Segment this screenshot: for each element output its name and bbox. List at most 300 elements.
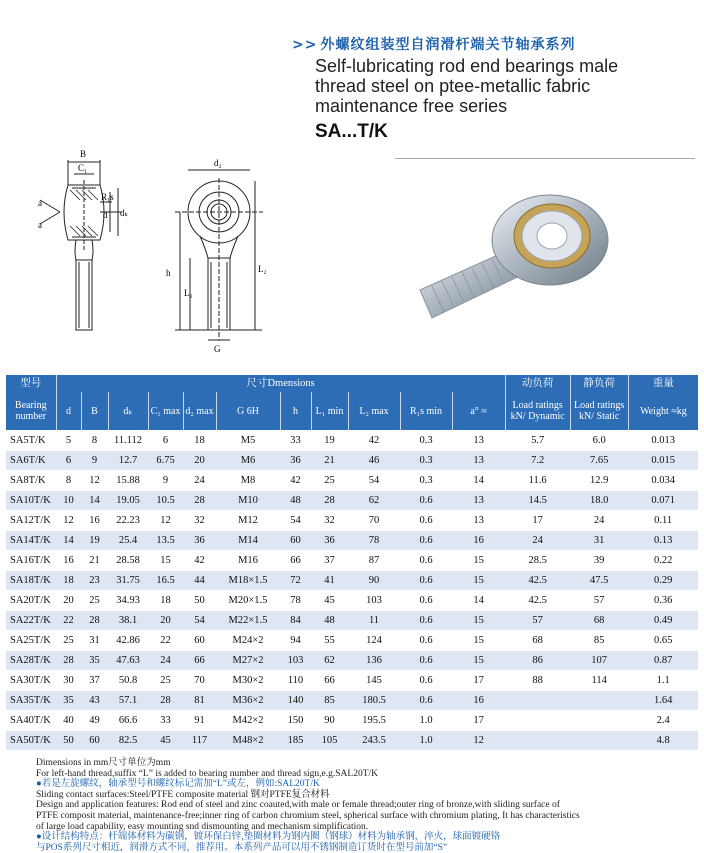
table-cell: 37 bbox=[311, 551, 348, 571]
column-header: Load ratings kN/ Dynamic bbox=[505, 392, 570, 431]
label-d: d bbox=[103, 210, 108, 220]
table-row bbox=[6, 431, 698, 451]
column-header: d bbox=[56, 392, 81, 431]
label-dk: dₖ bbox=[120, 208, 129, 218]
column-header: a° ≈ bbox=[452, 392, 505, 431]
table-cell: 42.86 bbox=[108, 631, 148, 651]
table-cell: 62 bbox=[348, 491, 400, 511]
table-cell: 12.9 bbox=[570, 471, 628, 491]
table-cell: 4.8 bbox=[628, 731, 698, 751]
table-cell: 17 bbox=[505, 511, 570, 531]
table-cell: 60 bbox=[280, 531, 311, 551]
table-row bbox=[6, 531, 698, 551]
table-cell: 140 bbox=[280, 691, 311, 711]
table-cell: 5.7 bbox=[505, 431, 570, 451]
table-cell: 12 bbox=[452, 731, 505, 751]
double-arrow-icon: >> bbox=[292, 37, 318, 53]
table-cell: 87 bbox=[348, 551, 400, 571]
table-row bbox=[6, 631, 698, 651]
table-cell: 0.22 bbox=[628, 551, 698, 571]
table-row bbox=[6, 611, 698, 631]
table-cell: 20 bbox=[183, 451, 216, 471]
table-cell: 0.034 bbox=[628, 471, 698, 491]
table-cell: 145 bbox=[348, 671, 400, 691]
table-cell: 15 bbox=[452, 631, 505, 651]
label-h: h bbox=[166, 268, 171, 278]
table-cell: 0.6 bbox=[400, 671, 452, 691]
table-cell: 39 bbox=[570, 551, 628, 571]
bearing-number-cell: SA5T/K bbox=[6, 431, 56, 451]
table-cell: 0.29 bbox=[628, 571, 698, 591]
front-view-drawing bbox=[175, 170, 263, 340]
bearing-number-cell: SA20T/K bbox=[6, 591, 56, 611]
table-cell bbox=[505, 711, 570, 731]
table-cell: 25.4 bbox=[108, 531, 148, 551]
table-cell: 66 bbox=[280, 551, 311, 571]
table-cell: 50.8 bbox=[108, 671, 148, 691]
column-header: Load ratings kN/ Static bbox=[570, 392, 628, 431]
note-design-cn: ●设计结构特点：杆端体材料为碳钢，镀环保白锌,垫圈材料为钢内圈（钢球）材料为轴承钢，淬火，球面镀硬铬 bbox=[36, 832, 501, 843]
table-cell: 0.6 bbox=[400, 491, 452, 511]
table-cell: 12 bbox=[81, 471, 108, 491]
column-header: L₂ max bbox=[348, 392, 400, 431]
table-cell: 24 bbox=[570, 511, 628, 531]
table-cell: 31 bbox=[570, 531, 628, 551]
table-cell: M22×1.5 bbox=[216, 611, 280, 631]
table-cell: 33 bbox=[280, 431, 311, 451]
table-cell bbox=[570, 691, 628, 711]
table-cell: 13 bbox=[452, 511, 505, 531]
table-cell bbox=[505, 691, 570, 711]
table-cell: 90 bbox=[311, 711, 348, 731]
header-model: 型号 bbox=[6, 375, 56, 392]
label-C1: C₁ bbox=[78, 163, 88, 173]
table-cell: 8 bbox=[56, 471, 81, 491]
table-cell: 36 bbox=[311, 531, 348, 551]
table-cell: 7.2 bbox=[505, 451, 570, 471]
notes bbox=[36, 758, 676, 853]
bearing-number-cell: SA8T/K bbox=[6, 471, 56, 491]
table-cell: 25 bbox=[148, 671, 183, 691]
table-cell: 0.015 bbox=[628, 451, 698, 471]
table-cell: 18 bbox=[148, 591, 183, 611]
label-d2: d₂ bbox=[214, 158, 222, 168]
table-cell: 35 bbox=[56, 691, 81, 711]
table-cell: 0.3 bbox=[400, 451, 452, 471]
table-cell: 110 bbox=[280, 671, 311, 691]
column-header-row bbox=[6, 392, 698, 431]
table-cell: 0.3 bbox=[400, 471, 452, 491]
table-cell: 0.6 bbox=[400, 691, 452, 711]
table-cell: 84 bbox=[280, 611, 311, 631]
table-cell: 44 bbox=[183, 571, 216, 591]
table-cell: 0.6 bbox=[400, 631, 452, 651]
bearing-number-cell: SA28T/K bbox=[6, 651, 56, 671]
table-cell: 11 bbox=[348, 611, 400, 631]
table-cell: 20 bbox=[148, 611, 183, 631]
table-cell: 23 bbox=[81, 571, 108, 591]
table-cell: 0.49 bbox=[628, 611, 698, 631]
table-cell: 18 bbox=[183, 431, 216, 451]
label-B: B bbox=[80, 149, 87, 159]
column-header: B bbox=[81, 392, 108, 431]
table-cell: 24 bbox=[148, 651, 183, 671]
bearing-number-cell: SA40T/K bbox=[6, 711, 56, 731]
table-cell: 82.5 bbox=[108, 731, 148, 751]
table-cell: 6 bbox=[56, 451, 81, 471]
table-cell: 54 bbox=[183, 611, 216, 631]
table-row bbox=[6, 731, 698, 751]
table-cell: 243.5 bbox=[348, 731, 400, 751]
table-cell: M36×2 bbox=[216, 691, 280, 711]
table-cell: 24 bbox=[183, 471, 216, 491]
table-cell: M14 bbox=[216, 531, 280, 551]
table-cell: 14 bbox=[81, 491, 108, 511]
specification-table bbox=[6, 375, 698, 750]
header-weight: 重量 bbox=[628, 375, 698, 392]
table-cell: 14 bbox=[452, 471, 505, 491]
table-cell: 68 bbox=[505, 631, 570, 651]
table-cell: 54 bbox=[280, 511, 311, 531]
label-G: G bbox=[214, 344, 221, 354]
table-cell: 15 bbox=[148, 551, 183, 571]
table-cell: 28 bbox=[183, 491, 216, 511]
table-cell: 70 bbox=[348, 511, 400, 531]
note-pos-series-cn: 与POS系列尺寸相近，润滑方式不同，推荐用。本系列产品可以用不锈钢制造订货时在型号前加“S” bbox=[36, 842, 448, 853]
table-cell: 0.6 bbox=[400, 551, 452, 571]
table-cell: 11.6 bbox=[505, 471, 570, 491]
table-row bbox=[6, 471, 698, 491]
bearing-number-cell: SA35T/K bbox=[6, 691, 56, 711]
table-cell: 0.11 bbox=[628, 511, 698, 531]
table-cell: M42×2 bbox=[216, 711, 280, 731]
table-cell: 6.0 bbox=[570, 431, 628, 451]
note-units: Dimensions in mm尺寸单位为mm bbox=[36, 758, 171, 768]
table-cell: 28 bbox=[148, 691, 183, 711]
en-title-line-1: Self-lubricating rod end bearings male bbox=[315, 56, 619, 76]
table-cell: 35 bbox=[81, 651, 108, 671]
table-cell: 13.5 bbox=[148, 531, 183, 551]
table-cell: 105 bbox=[311, 731, 348, 751]
table-cell: 78 bbox=[280, 591, 311, 611]
table-cell: 10.5 bbox=[148, 491, 183, 511]
table-cell: 107 bbox=[570, 651, 628, 671]
table-cell: 16 bbox=[452, 531, 505, 551]
bearing-number-cell: SA50T/K bbox=[6, 731, 56, 751]
table-cell: 21 bbox=[81, 551, 108, 571]
table-cell: 103 bbox=[348, 591, 400, 611]
table-row bbox=[6, 511, 698, 531]
table-cell: 16 bbox=[81, 511, 108, 531]
header-static: 静负荷 bbox=[570, 375, 628, 392]
series-code: SA...T/K bbox=[315, 121, 388, 142]
table-cell: 0.6 bbox=[400, 591, 452, 611]
table-cell: 0.6 bbox=[400, 531, 452, 551]
table-cell: 0.6 bbox=[400, 511, 452, 531]
table-cell: 28.58 bbox=[108, 551, 148, 571]
table-cell: 15 bbox=[452, 571, 505, 591]
table-cell: M5 bbox=[216, 431, 280, 451]
table-cell: 0.87 bbox=[628, 651, 698, 671]
column-header: R₁s min bbox=[400, 392, 452, 431]
column-header: G 6H bbox=[216, 392, 280, 431]
table-cell: 150 bbox=[280, 711, 311, 731]
table-cell: 66 bbox=[311, 671, 348, 691]
column-header: C₁ max bbox=[148, 392, 183, 431]
table-cell: 43 bbox=[81, 691, 108, 711]
column-header: h bbox=[280, 392, 311, 431]
table-cell: 1.64 bbox=[628, 691, 698, 711]
table-cell: 45 bbox=[311, 591, 348, 611]
table-cell: 25 bbox=[81, 591, 108, 611]
table-cell: 19 bbox=[311, 431, 348, 451]
table-cell: 81 bbox=[183, 691, 216, 711]
table-cell: 2.4 bbox=[628, 711, 698, 731]
table-row bbox=[6, 651, 698, 671]
table-row bbox=[6, 591, 698, 611]
table-cell: 18.0 bbox=[570, 491, 628, 511]
table-cell: 18 bbox=[56, 571, 81, 591]
header-dimensions: 尺寸Dmensions bbox=[56, 375, 505, 392]
table-cell: 85 bbox=[570, 631, 628, 651]
table-cell: 90 bbox=[348, 571, 400, 591]
column-header: dₖ bbox=[108, 392, 148, 431]
table-cell: 62 bbox=[311, 651, 348, 671]
table-cell: 12 bbox=[148, 511, 183, 531]
column-header: Bearing number bbox=[6, 392, 56, 431]
rod-end-bearing-illustration bbox=[420, 195, 608, 318]
table-cell: M30×2 bbox=[216, 671, 280, 691]
column-header: d₂ max bbox=[183, 392, 216, 431]
table-cell: 7.65 bbox=[570, 451, 628, 471]
table-cell: 42.5 bbox=[505, 591, 570, 611]
bearing-number-cell: SA16T/K bbox=[6, 551, 56, 571]
table-cell: 12 bbox=[56, 511, 81, 531]
bearing-number-cell: SA18T/K bbox=[6, 571, 56, 591]
table-cell: M48×2 bbox=[216, 731, 280, 751]
bearing-number-cell: SA30T/K bbox=[6, 671, 56, 691]
table-cell: 180.5 bbox=[348, 691, 400, 711]
table-cell: 103 bbox=[280, 651, 311, 671]
table-cell: 1.0 bbox=[400, 711, 452, 731]
table-cell: 15.88 bbox=[108, 471, 148, 491]
table-cell: 45 bbox=[148, 731, 183, 751]
table-cell: 57 bbox=[570, 591, 628, 611]
table-cell: 136 bbox=[348, 651, 400, 671]
table-cell: M8 bbox=[216, 471, 280, 491]
table-cell: 12.7 bbox=[108, 451, 148, 471]
table-cell: 15 bbox=[452, 651, 505, 671]
column-header: Weight ≈kg bbox=[628, 392, 698, 431]
table-row bbox=[6, 711, 698, 731]
bearing-number-cell: SA25T/K bbox=[6, 631, 56, 651]
table-cell: 42 bbox=[280, 471, 311, 491]
bearing-number-cell: SA6T/K bbox=[6, 451, 56, 471]
header-dynamic: 动负荷 bbox=[505, 375, 570, 392]
table-cell: 19.05 bbox=[108, 491, 148, 511]
table-cell: 25 bbox=[311, 471, 348, 491]
bearing-number-cell: SA22T/K bbox=[6, 611, 56, 631]
side-view-drawing bbox=[40, 160, 122, 330]
table-cell: 16 bbox=[56, 551, 81, 571]
table-body bbox=[6, 431, 698, 751]
table-row bbox=[6, 551, 698, 571]
table-cell: 16 bbox=[452, 691, 505, 711]
cn-title-text: 外螺纹组装型自润滑杆端关节轴承系列 bbox=[320, 37, 576, 53]
table-cell: 72 bbox=[280, 571, 311, 591]
table-cell: 6.75 bbox=[148, 451, 183, 471]
table-cell: 114 bbox=[570, 671, 628, 691]
table-cell: 91 bbox=[183, 711, 216, 731]
table-cell: 5 bbox=[56, 431, 81, 451]
table-cell: 36 bbox=[183, 531, 216, 551]
table-cell: 14 bbox=[452, 591, 505, 611]
table-cell: 70 bbox=[183, 671, 216, 691]
table-cell: 22 bbox=[56, 611, 81, 631]
table-cell: 28 bbox=[311, 491, 348, 511]
table-cell: 0.6 bbox=[400, 571, 452, 591]
table-cell: 14.5 bbox=[505, 491, 570, 511]
note-design-2: PTFE composit material, maintenance-free;inner ring of carbon chromium steel, spherical surface with chromium plating, It has characteristics bbox=[36, 810, 580, 821]
label-R1s: R₁s bbox=[101, 192, 114, 202]
table-cell: 31.75 bbox=[108, 571, 148, 591]
table-cell: 30 bbox=[56, 671, 81, 691]
table-cell: 1.1 bbox=[628, 671, 698, 691]
label-L2: L₂ bbox=[258, 264, 267, 274]
table-cell: 20 bbox=[56, 591, 81, 611]
table-cell: 8 bbox=[81, 431, 108, 451]
table-cell: M27×2 bbox=[216, 651, 280, 671]
table-cell: 42.5 bbox=[505, 571, 570, 591]
table-cell: 50 bbox=[183, 591, 216, 611]
table-cell: 94 bbox=[280, 631, 311, 651]
table-cell: 34.93 bbox=[108, 591, 148, 611]
en-title-line-3: maintenance free series bbox=[315, 96, 508, 116]
table-cell: 57.1 bbox=[108, 691, 148, 711]
table-cell: 28 bbox=[56, 651, 81, 671]
table-cell: 0.36 bbox=[628, 591, 698, 611]
table-cell: 36 bbox=[280, 451, 311, 471]
table-cell: 6 bbox=[148, 431, 183, 451]
table-cell: 37 bbox=[81, 671, 108, 691]
table-row bbox=[6, 451, 698, 471]
table-cell: 47.5 bbox=[570, 571, 628, 591]
table-cell: 0.13 bbox=[628, 531, 698, 551]
table-cell: 48 bbox=[311, 611, 348, 631]
table-cell: 13 bbox=[452, 431, 505, 451]
table-cell: 66 bbox=[183, 651, 216, 671]
table-cell: M20×1.5 bbox=[216, 591, 280, 611]
table-cell: 117 bbox=[183, 731, 216, 751]
table-cell: 17 bbox=[452, 671, 505, 691]
table-cell: 54 bbox=[348, 471, 400, 491]
table-cell: 10 bbox=[56, 491, 81, 511]
table-cell: 60 bbox=[183, 631, 216, 651]
table-cell: M10 bbox=[216, 491, 280, 511]
table-cell: 88 bbox=[505, 671, 570, 691]
bearing-number-cell: SA14T/K bbox=[6, 531, 56, 551]
table-cell: 47.63 bbox=[108, 651, 148, 671]
table-cell: 19 bbox=[81, 531, 108, 551]
table-cell: 1.0 bbox=[400, 731, 452, 751]
label-L1: L₁ bbox=[184, 288, 193, 298]
table-cell: 195.5 bbox=[348, 711, 400, 731]
table-cell: 33 bbox=[148, 711, 183, 731]
table-cell: 40 bbox=[56, 711, 81, 731]
table-cell: 22 bbox=[148, 631, 183, 651]
table-cell: 22.23 bbox=[108, 511, 148, 531]
table-cell bbox=[505, 731, 570, 751]
table-cell: 9 bbox=[148, 471, 183, 491]
table-cell: 85 bbox=[311, 691, 348, 711]
table-cell: M6 bbox=[216, 451, 280, 471]
table-cell: 55 bbox=[311, 631, 348, 651]
table-cell: 86 bbox=[505, 651, 570, 671]
en-title-line-2: thread steel on ptee-metallic fabric bbox=[315, 76, 591, 96]
table-cell: 0.6 bbox=[400, 611, 452, 631]
table-cell: 124 bbox=[348, 631, 400, 651]
table-cell: 25 bbox=[56, 631, 81, 651]
table-cell: 13 bbox=[452, 451, 505, 471]
table-cell: 50 bbox=[56, 731, 81, 751]
table-cell: 15 bbox=[452, 551, 505, 571]
table-cell bbox=[570, 731, 628, 751]
table-cell: M12 bbox=[216, 511, 280, 531]
table-cell: 49 bbox=[81, 711, 108, 731]
table-cell bbox=[570, 711, 628, 731]
table-cell: 66.6 bbox=[108, 711, 148, 731]
table-cell: 24 bbox=[505, 531, 570, 551]
note-left-hand-cn: ●若是左旋螺纹，轴承型号和螺纹标记需加“L”或左，例如:SAL20T/K bbox=[36, 779, 320, 790]
note-left-hand: For left-hand thread,suffix “L” is added to bearing number and thread sign,e.g.SAL20T/K bbox=[36, 768, 378, 779]
table-cell: 13 bbox=[452, 491, 505, 511]
note-design-1: Design and application features: Rod end of steel and zinc coauted,with male or female thread;outer ring of bronze,with sliding surface of bbox=[36, 800, 560, 811]
table-row bbox=[6, 671, 698, 691]
table-cell: 28 bbox=[81, 611, 108, 631]
table-cell: 42 bbox=[183, 551, 216, 571]
note-sliding-surface: Sliding contact surfaces:Steel/PTFE composite material 钢对PTFE复合材料 bbox=[36, 789, 330, 800]
english-title bbox=[315, 56, 685, 116]
technical-drawing bbox=[0, 140, 700, 360]
table-cell: 78 bbox=[348, 531, 400, 551]
table-cell: 15 bbox=[452, 611, 505, 631]
bearing-number-cell: SA10T/K bbox=[6, 491, 56, 511]
table-cell: 28.5 bbox=[505, 551, 570, 571]
table-cell: 0.071 bbox=[628, 491, 698, 511]
table-cell: 16.5 bbox=[148, 571, 183, 591]
label-a2: a bbox=[38, 220, 42, 230]
table-row bbox=[6, 491, 698, 511]
table-cell: M18×1.5 bbox=[216, 571, 280, 591]
note-design-3: of large load capability, easy mounting snd dismounting and mechanism simplification. bbox=[36, 821, 369, 832]
table-cell: 9 bbox=[81, 451, 108, 471]
table-cell: 0.013 bbox=[628, 431, 698, 451]
table-cell: M16 bbox=[216, 551, 280, 571]
table-cell: 21 bbox=[311, 451, 348, 471]
table-cell: 46 bbox=[348, 451, 400, 471]
table-cell: 14 bbox=[56, 531, 81, 551]
table-cell: 32 bbox=[183, 511, 216, 531]
table-cell: 42 bbox=[348, 431, 400, 451]
table-cell: 0.3 bbox=[400, 431, 452, 451]
table-cell: 48 bbox=[280, 491, 311, 511]
table-cell: 32 bbox=[311, 511, 348, 531]
table-cell: 38.1 bbox=[108, 611, 148, 631]
bearing-number-cell: SA12T/K bbox=[6, 511, 56, 531]
table-cell: 11.112 bbox=[108, 431, 148, 451]
table-cell: 41 bbox=[311, 571, 348, 591]
table-cell: 0.6 bbox=[400, 651, 452, 671]
